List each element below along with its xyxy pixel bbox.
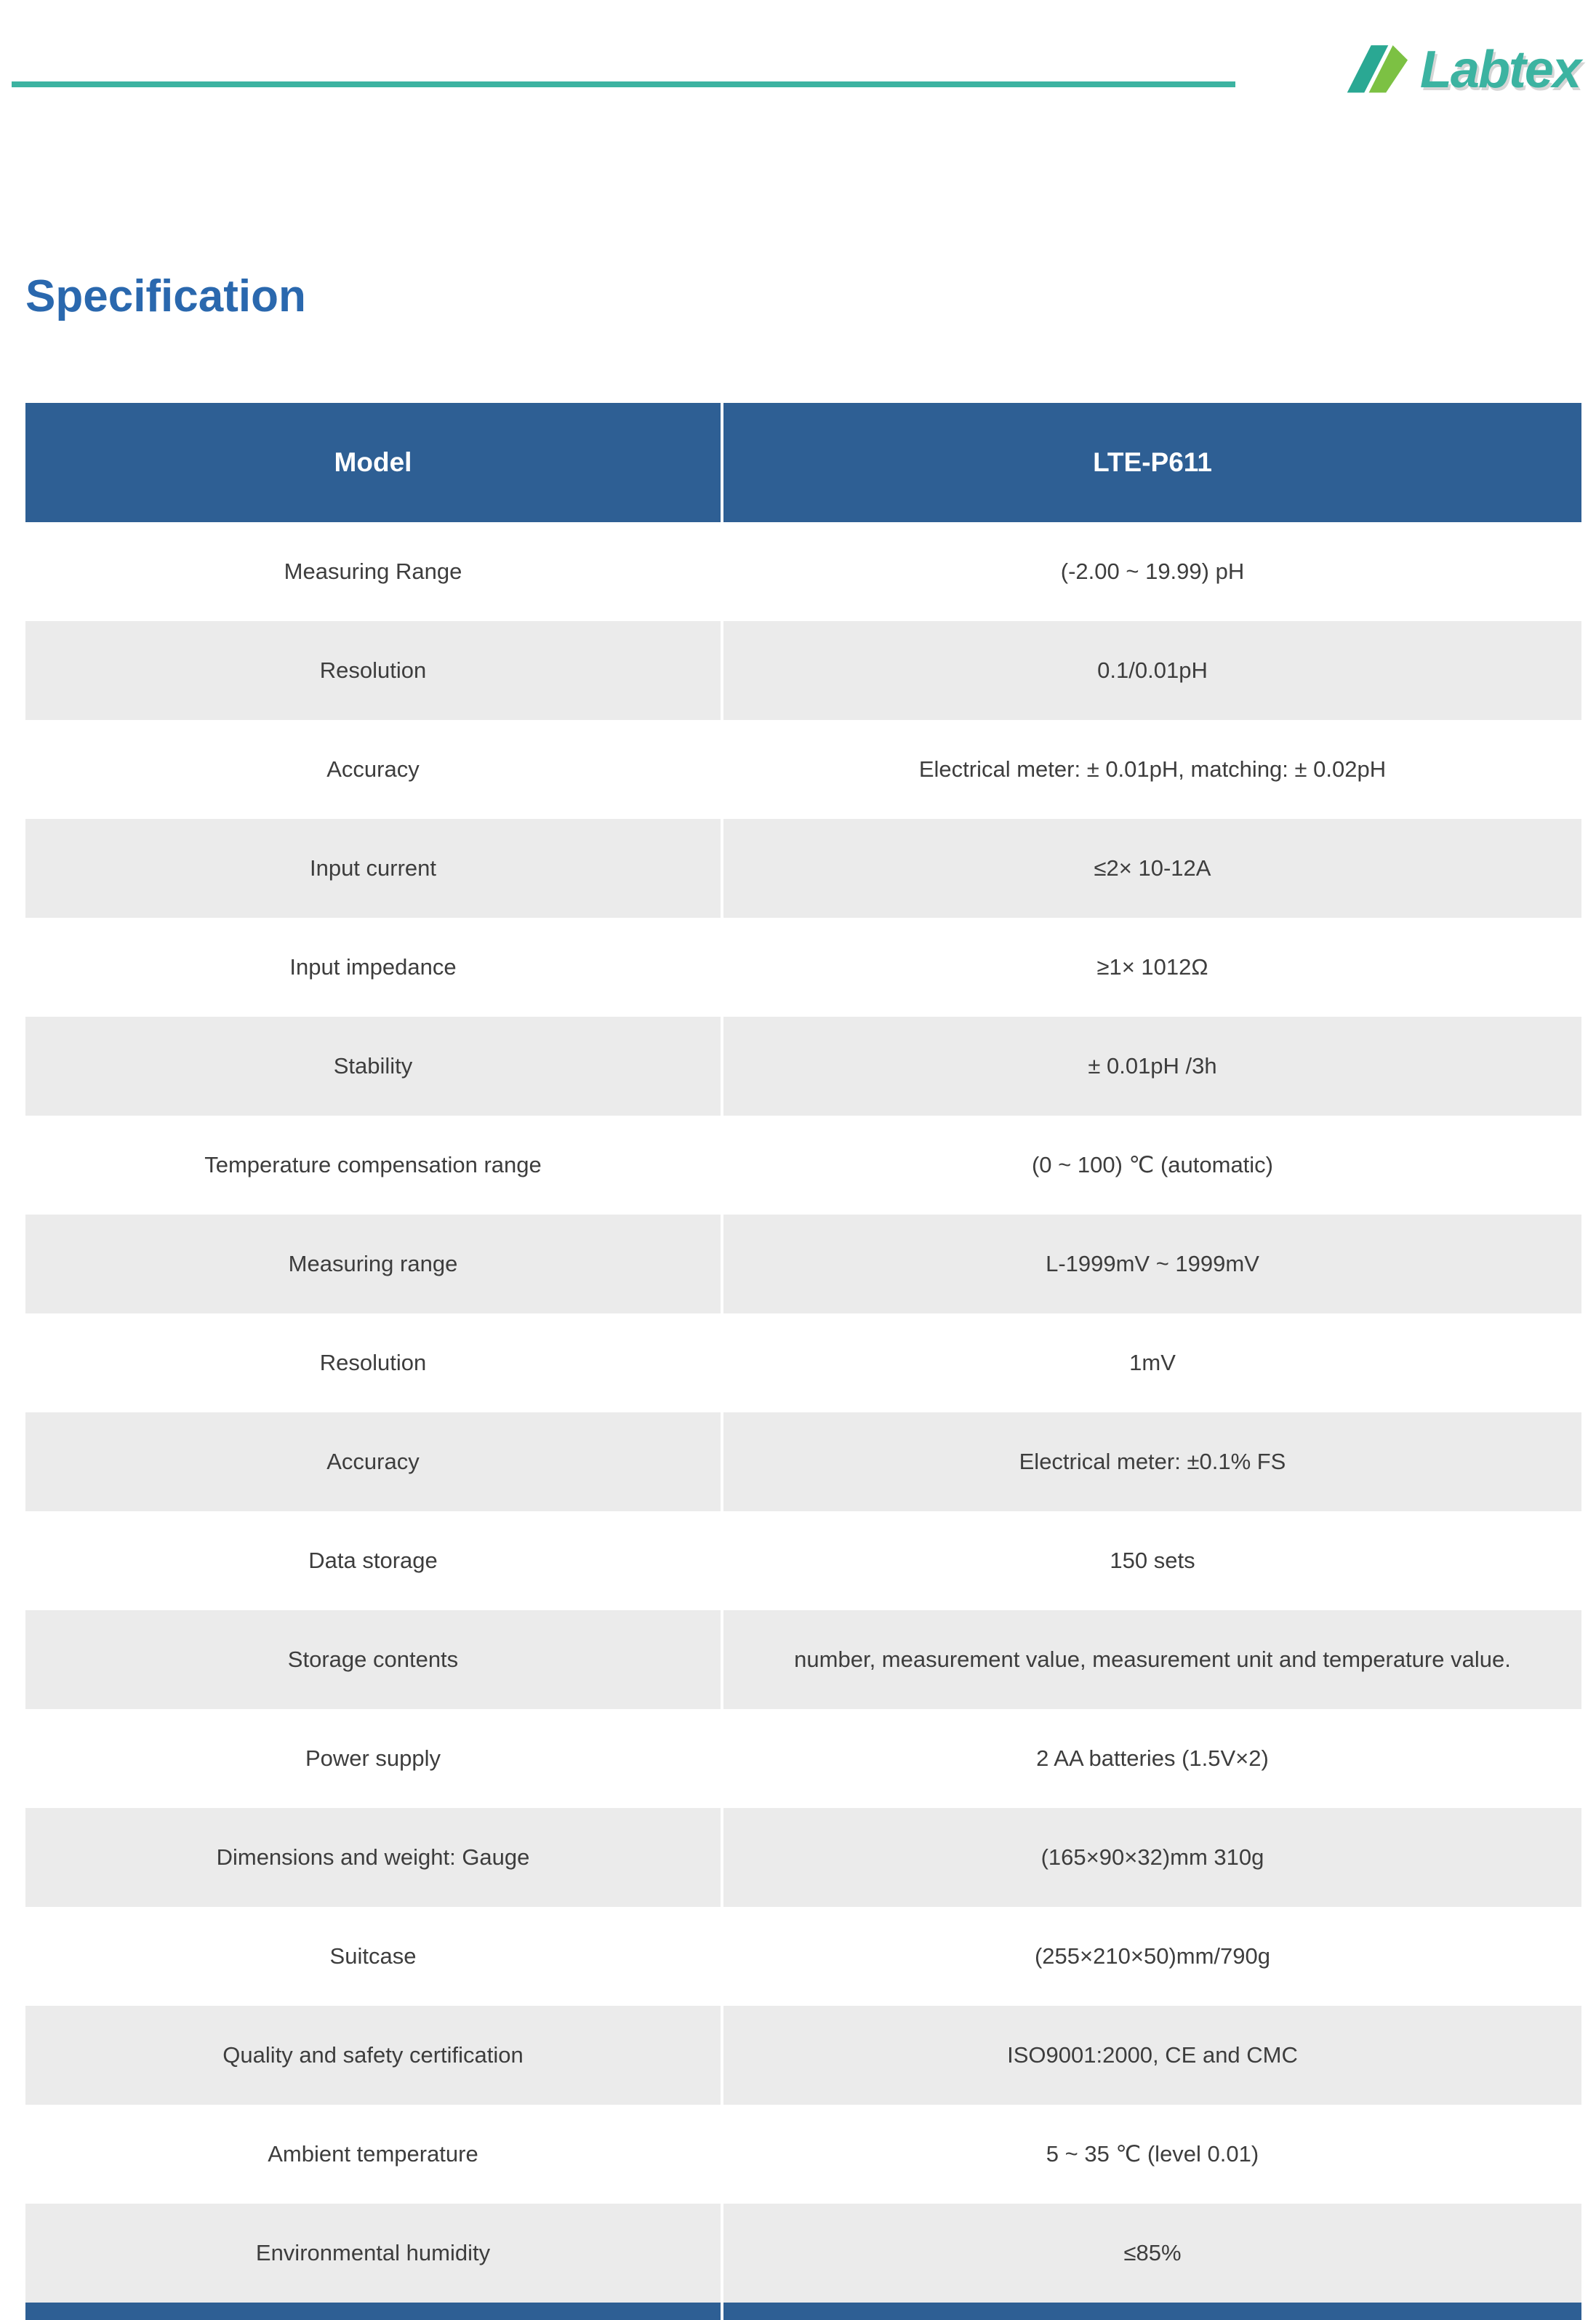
table-row bbox=[25, 1907, 1581, 2006]
row-value: (-2.00 ~ 19.99) pH bbox=[723, 522, 1581, 621]
row-value: 5 ~ 35 ℃ (level 0.01) bbox=[723, 2105, 1581, 2204]
row-label: Environmental humidity bbox=[25, 2204, 721, 2303]
table-row bbox=[25, 1412, 1581, 1511]
partial-row-left-cell bbox=[25, 2303, 721, 2320]
table-row bbox=[25, 621, 1581, 720]
row-label: Dimensions and weight: Gauge bbox=[25, 1808, 721, 1907]
table-row bbox=[25, 2105, 1581, 2204]
row-label: Measuring Range bbox=[25, 522, 721, 621]
table-body bbox=[25, 522, 1581, 2303]
table-row bbox=[25, 720, 1581, 819]
spec-table bbox=[25, 403, 1581, 2320]
row-value: ≤85% bbox=[723, 2204, 1581, 2303]
header-model-value: LTE-P611 bbox=[723, 403, 1581, 522]
row-value: Electrical meter: ± 0.01pH, matching: ± 0.02pH bbox=[723, 720, 1581, 819]
labtex-logo bbox=[1336, 26, 1580, 113]
table-row bbox=[25, 522, 1581, 621]
top-divider bbox=[12, 81, 1235, 87]
row-value: number, measurement value, measurement unit and temperature value. bbox=[723, 1610, 1581, 1709]
row-value: ± 0.01pH /3h bbox=[723, 1017, 1581, 1116]
row-label: Input impedance bbox=[25, 918, 721, 1017]
row-label: Storage contents bbox=[25, 1610, 721, 1709]
row-value: ≤2× 10-12A bbox=[723, 819, 1581, 918]
row-value: (255×210×50)mm/790g bbox=[723, 1907, 1581, 2006]
row-label: Quality and safety certification bbox=[25, 2006, 721, 2105]
partial-row-right-cell bbox=[723, 2303, 1581, 2320]
row-value: 1mV bbox=[723, 1313, 1581, 1412]
table-row bbox=[25, 1215, 1581, 1313]
table-row bbox=[25, 2006, 1581, 2105]
row-value: Electrical meter: ±0.1% FS bbox=[723, 1412, 1581, 1511]
row-label: Accuracy bbox=[25, 720, 721, 819]
row-label: Suitcase bbox=[25, 1907, 721, 2006]
row-label: Data storage bbox=[25, 1511, 721, 1610]
table-row bbox=[25, 1017, 1581, 1116]
row-label: Stability bbox=[25, 1017, 721, 1116]
table-row bbox=[25, 1610, 1581, 1709]
row-label: Temperature compensation range bbox=[25, 1116, 721, 1215]
row-value: 0.1/0.01pH bbox=[723, 621, 1581, 720]
row-value: 2 AA batteries (1.5V×2) bbox=[723, 1709, 1581, 1808]
table-row bbox=[25, 918, 1581, 1017]
row-value: ISO9001:2000, CE and CMC bbox=[723, 2006, 1581, 2105]
logo-text: Labtex bbox=[1419, 41, 1580, 99]
table-row bbox=[25, 1116, 1581, 1215]
row-value: (0 ~ 100) ℃ (automatic) bbox=[723, 1116, 1581, 1215]
row-value: ≥1× 1012Ω bbox=[723, 918, 1581, 1017]
row-value: 150 sets bbox=[723, 1511, 1581, 1610]
header-model-label: Model bbox=[25, 403, 721, 522]
table-row bbox=[25, 1511, 1581, 1610]
row-label: Power supply bbox=[25, 1709, 721, 1808]
row-label: Accuracy bbox=[25, 1412, 721, 1511]
row-label: Resolution bbox=[25, 1313, 721, 1412]
row-label: Ambient temperature bbox=[25, 2105, 721, 2204]
table-row bbox=[25, 1313, 1581, 1412]
row-label: Measuring range bbox=[25, 1215, 721, 1313]
row-label: Input current bbox=[25, 819, 721, 918]
row-label: Resolution bbox=[25, 621, 721, 720]
table-row bbox=[25, 819, 1581, 918]
page-title: Specification bbox=[25, 271, 306, 321]
table-header-row bbox=[25, 403, 1581, 522]
table-row bbox=[25, 1808, 1581, 1907]
logo-mark-icon bbox=[1336, 33, 1416, 106]
table-row bbox=[25, 2204, 1581, 2303]
table-bottom-partial-row bbox=[25, 2303, 1581, 2320]
table-row bbox=[25, 1709, 1581, 1808]
row-value: (165×90×32)mm 310g bbox=[723, 1808, 1581, 1907]
row-value: L-1999mV ~ 1999mV bbox=[723, 1215, 1581, 1313]
